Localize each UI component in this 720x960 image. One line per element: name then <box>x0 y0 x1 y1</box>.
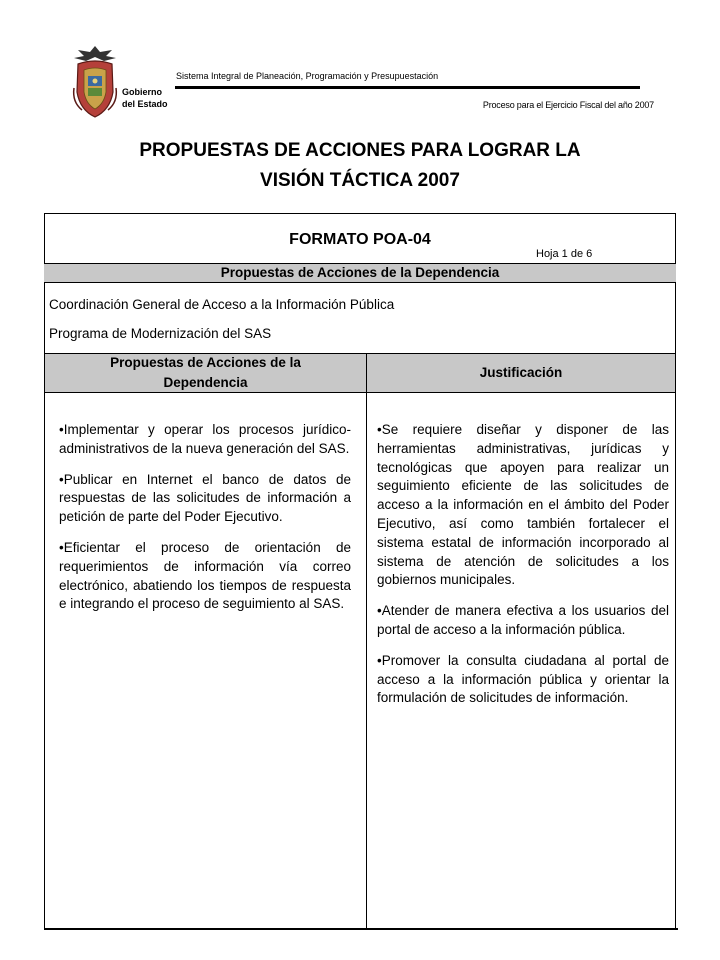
form-frame-bottom-rule <box>44 928 678 930</box>
action-item: •Publicar en Internet el banco de datos de respuestas de las solicitudes de información a petición de parte del Poder Ejecutivo. <box>59 471 351 525</box>
section-band: Propuestas de Acciones de la Dependencia <box>44 263 676 283</box>
government-label <box>122 86 168 110</box>
page-title-line1: PROPUESTAS DE ACCIONES PARA LOGRAR LA <box>139 140 581 161</box>
justification-item: •Promover la consulta ciudadana al portal de acceso a la información pública y orientar la formulación de solicitudes de información. <box>377 652 669 706</box>
page-title-line2: VISIÓN TÁCTICA 2007 <box>260 170 460 191</box>
actions-column-header <box>44 353 367 393</box>
sheet-number: Hoja 1 de 6 <box>536 248 593 260</box>
justification-item: •Atender de manera efectiva a los usuarios del portal de acceso a la información pública. <box>377 603 669 637</box>
fiscal-year-text: Proceso para el Ejercicio Fiscal del año 2007 <box>482 100 654 110</box>
justification-column-header: Justificación <box>366 353 676 393</box>
action-item: •Eficientar el proceso de orientación de requerimientos de información vía correo electrónico, abatiendo los tiempos de respuesta e integrando el proceso de seguimiento al SAS. <box>59 539 351 612</box>
program-name: Programa de Modernización del SAS <box>49 326 272 341</box>
coat-of-arms-icon <box>70 44 120 120</box>
gov-label-line2: del Estado <box>122 99 168 109</box>
justifications-list <box>377 421 669 720</box>
action-item: •Implementar y operar los procesos jurídico-administrativos de la nueva generación del SAS. <box>59 422 351 456</box>
header-rule <box>175 86 640 89</box>
justification-item: •Se requiere diseñar y disponer de las herramientas administrativas, jurídicas y tecnológicas que apoyen para realizar un seguimiento eficiente de las solicitudes de acceso a la información en el ámbito del Poder Ejecutivo, así como también fortalecer el sistema estatal de información incorporado al sistema de atención de solicitudes a los gobiernos municipales. <box>377 422 669 588</box>
actions-header-line2: Dependencia <box>163 375 248 390</box>
dependency-name: Coordinación General de Acceso a la Información Pública <box>49 297 395 312</box>
page-title <box>0 136 720 196</box>
gov-label-line1: Gobierno <box>122 87 162 97</box>
actions-list <box>59 421 351 626</box>
column-divider <box>366 393 367 929</box>
format-title: FORMATO POA-04 <box>289 231 431 248</box>
system-title: Sistema Integral de Planeación, Programación y Presupuestación <box>176 71 439 81</box>
actions-header-line1: Propuestas de Acciones de la <box>110 355 301 370</box>
